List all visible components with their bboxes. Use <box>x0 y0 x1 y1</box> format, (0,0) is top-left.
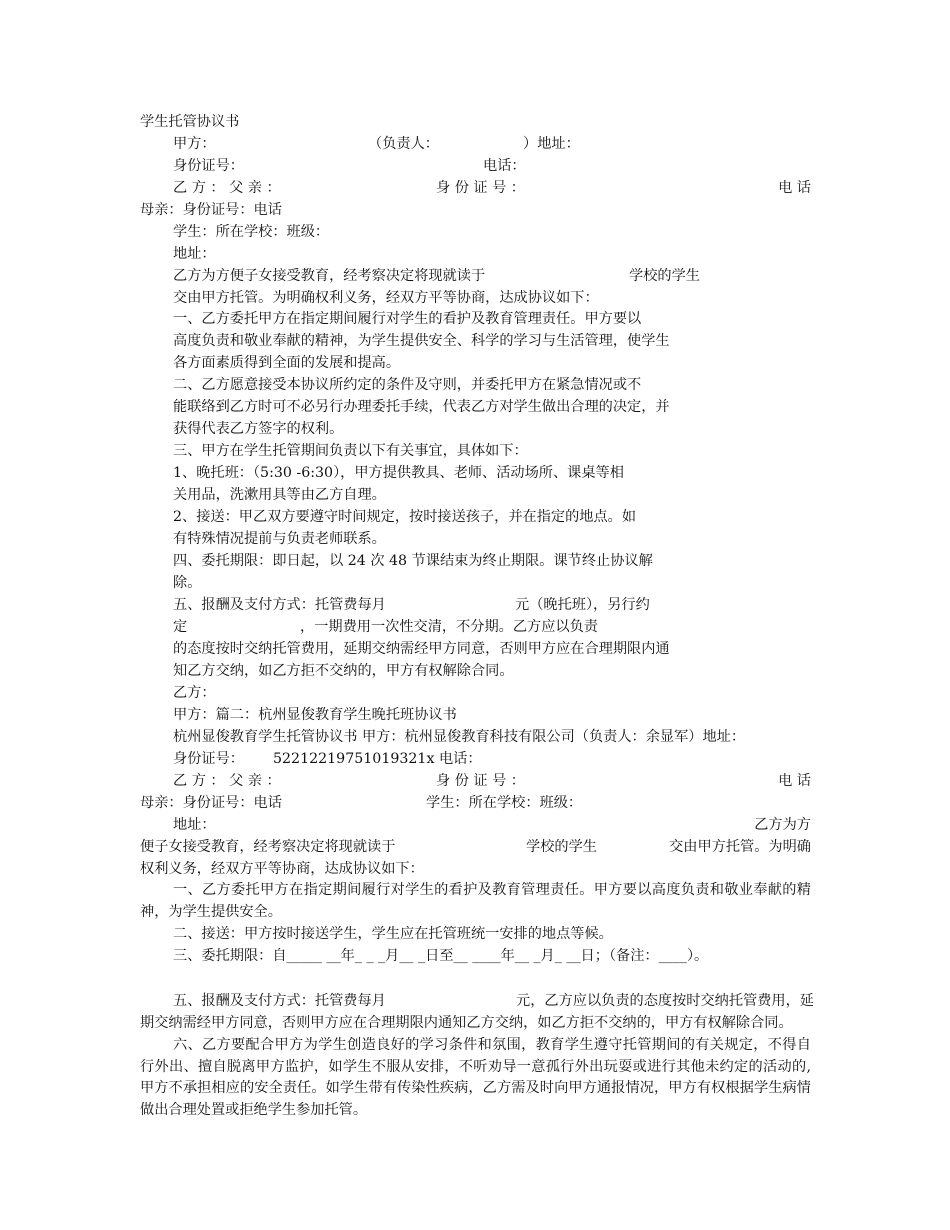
part2-clause-3: 三、委托期限：自_____ __年_ _ _月__ _日至__ ____年__ _月_ __日；（备注：____）。 <box>173 948 709 964</box>
party-b-father: 乙 方 ： 父 亲 ： <box>173 180 281 196</box>
party-a-address: ）地址： <box>523 136 580 152</box>
part2-intro-start: 乙方为方 <box>754 817 811 833</box>
doc-title: 学生托管协议书 <box>140 114 240 130</box>
part2-clause-5-rest-line-1: 元，乙方应以负责的态度按时交纳托管费用，延 <box>516 993 814 1009</box>
intro-school: 学校的学生 <box>629 268 700 284</box>
party-b-phone: 电 话 <box>778 180 811 196</box>
part2-clause-1: 一、乙方委托甲方在指定期间履行对学生的看护及教育管理责任。甲方要以高度负责和敬业奉献的精神，为学生提供安全。 <box>140 882 811 920</box>
signature-party-a: 甲方：篇二：杭州显俊教育学生晚托班协议书 <box>173 707 457 723</box>
clause-5-line-4: 知乙方交纳，如乙方拒不交纳的，甲方有权解除合同。 <box>173 663 514 679</box>
clause-3-item-1a: 1、晚托班：（5:30 -6:30），甲方提供教具、老师、活动场所、课桌等相 <box>173 465 624 481</box>
part2-clause-6: 六、乙方要配合甲方为学生创造良好的学习条件和氛围，教育学生遵守托管期间的有关规定，不得自行外出、擅自脱离甲方监护，如学生不服从安排，不听劝导一意孤行外出玩耍或进行其他未约定的活动的,甲方不承担相应的安全责任。如学生带有传染性疾病，乙方需及时向甲方通报情况，甲方有权根据学生病情做出合理处置或拒绝学生参加托管。 <box>140 1037 811 1118</box>
part2-id-number: 52212219751019321x 电话： <box>273 751 482 767</box>
part2-id-label: 身份证号： <box>173 751 244 767</box>
phone-label: 电话： <box>483 158 526 174</box>
part2-clause-2: 二、接送：甲方按时接送学生，学生应在托管班统一安排的地点等候。 <box>173 926 613 942</box>
signature-party-b: 乙方： <box>173 685 216 701</box>
clause-2-line-3: 获得代表乙方签字的权利。 <box>173 421 344 437</box>
clause-5-line-1b: 元（晚托班），另行约 <box>515 597 650 613</box>
part2-party-b-father: 乙 方 ： 父 亲 ： <box>173 773 281 789</box>
part2-clause-5-rest-lines: 期交纳需经甲方同意，否则甲方应在合理期限内通知乙方交纳，如乙方拒不交纳的，甲方有权解除合同。 <box>140 1015 793 1031</box>
clause-1-line-3: 各方面素质得到全面的发展和提高。 <box>173 355 401 371</box>
part2-student-line: 学生：所在学校：班级： <box>426 795 583 811</box>
clause-3-heading: 三、甲方在学生托管期间负责以下有关事宜，具体如下： <box>173 443 528 459</box>
clause-3-item-2a: 2、接送：甲乙双方要遵守时间规定，按时接送孩子，并在指定的地点。如 <box>173 509 637 525</box>
mother-line: 母亲：身份证号：电话 <box>140 202 282 218</box>
clause-1-line-1: 一、乙方委托甲方在指定期间履行对学生的看护及教育管理责任。甲方要以 <box>173 311 642 327</box>
part2-header: 杭州显俊教育学生托管协议书 甲方：杭州显俊教育科技有限公司（负责人：余显军）地址： <box>173 729 746 745</box>
party-a-line: 甲方： <box>173 136 216 152</box>
part2-intro-school: 学校的学生 <box>526 839 597 855</box>
address-line: 地址： <box>173 246 216 262</box>
clause-2-line-2: 能联络到乙方时可不必另行办理委托手续，代表乙方对学生做出合理的决定，并 <box>173 399 670 415</box>
part2-intro-line-2: 权利义务，经双方平等协商，达成协议如下： <box>140 861 424 877</box>
part2-mother-line: 母亲：身份证号：电话 <box>140 795 282 811</box>
part2-intro-tail: 交由甲方托管。为明确 <box>669 839 811 855</box>
part2-clause-5-rest <box>516 991 814 1011</box>
party-a-responsible: （负责人： <box>368 136 439 152</box>
part2-address: 地址： <box>173 817 216 833</box>
clause-5-line-2b: ，一期费用一次性交清，不分期。乙方应以负责 <box>300 619 598 635</box>
party-b-id: 身 份 证 号 ： <box>436 180 525 196</box>
clause-2-line-1: 二、乙方愿意接受本协议所约定的条件及守则，并委托甲方在紧急情况或不 <box>173 377 642 393</box>
part2-party-b-phone: 电 话 <box>778 773 811 789</box>
clause-4-line-2: 除。 <box>173 575 202 591</box>
part2-clause-5-start: 五、报酬及支付方式：托管费每月 <box>173 993 386 1009</box>
intro-line-1: 乙方为方便子女接受教育，经考察决定将现就读于 <box>173 268 486 284</box>
clause-3-item-1b: 关用品，洗漱用具等由乙方自理。 <box>173 487 386 503</box>
clause-5-line-3: 的态度按时交纳托管费用，延期交纳需经甲方同意，否则甲方应在合理期限内通 <box>173 641 670 657</box>
id-label: 身份证号： <box>173 158 244 174</box>
clause-3-item-2b: 有特殊情况提前与负责老师联系。 <box>173 531 386 547</box>
part2-party-b-id: 身 份 证 号 ： <box>436 773 525 789</box>
clause-4-line-1: 四、委托期限：即日起，以 24 次 48 节课结束为终止期限。课节终止协议解 <box>173 553 653 569</box>
student-line: 学生：所在学校：班级： <box>173 224 330 240</box>
part2-intro-line: 便子女接受教育，经考察决定将现就读于 <box>140 839 396 855</box>
clause-5-line-2: 定 <box>173 619 188 635</box>
intro-line-2: 交由甲方托管。为明确权利义务，经双方平等协商，达成协议如下： <box>173 290 599 306</box>
clause-5-line-1: 五、报酬及支付方式：托管费每月 <box>173 597 386 613</box>
clause-1-line-2: 高度负责和敬业奉献的精神，为学生提供安全、科学的学习与生活管理，使学生 <box>173 333 670 349</box>
